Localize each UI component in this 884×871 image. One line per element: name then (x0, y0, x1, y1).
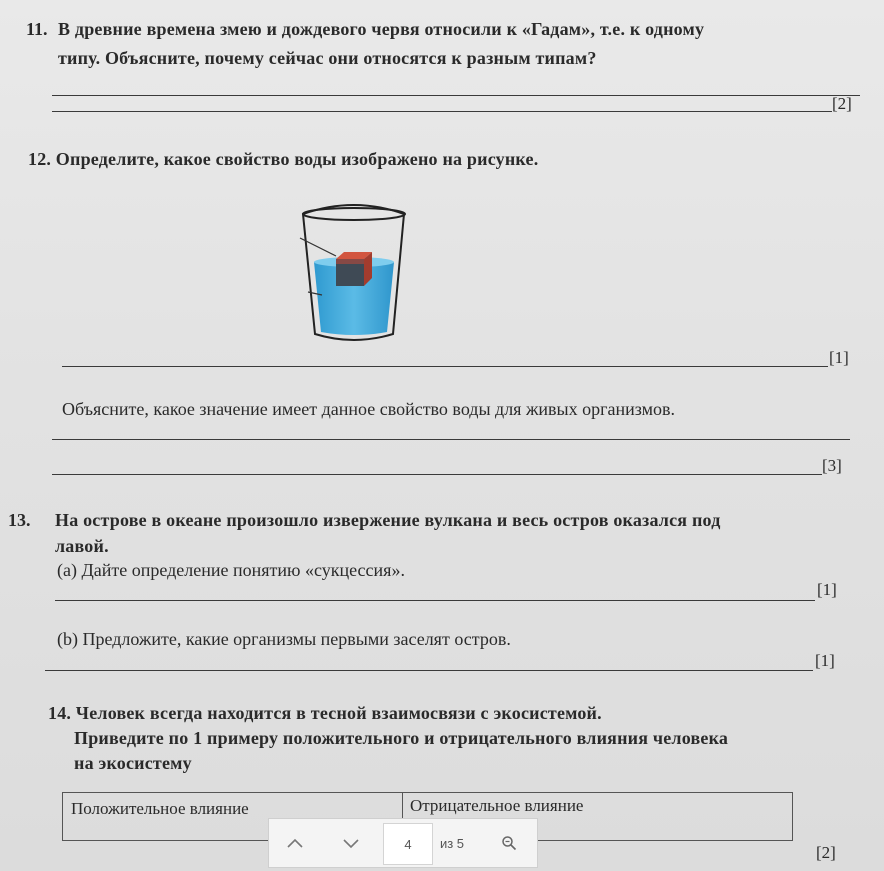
q14-text-line1: 14. Человек всегда находится в тесной взаимосвязи с экосистемой. (48, 703, 602, 723)
q11-marks: [2] (832, 94, 852, 113)
table-header-positive: Положительное влияние (71, 799, 249, 818)
page-number-input[interactable]: 4 (383, 823, 433, 865)
q12-answer-line-2[interactable] (52, 439, 850, 440)
q12-marks-2: [3] (822, 456, 842, 475)
chevron-down-icon[interactable] (337, 829, 365, 857)
q12-answer-line-1[interactable] (62, 366, 828, 367)
q13-marks-a: [1] (817, 580, 837, 599)
q12-text: 12. Определите, какое свойство воды изображено на рисунке. (28, 149, 539, 169)
q11-number: 11. (26, 19, 48, 39)
q14-text-line2: Приведите по 1 примеру положительного и отрицательного влияния человека (74, 728, 729, 748)
q12-marks-1: [1] (829, 348, 849, 367)
q11-answer-line-1[interactable] (52, 95, 860, 96)
chevron-up-icon[interactable] (281, 829, 309, 857)
q14-marks: [2] (816, 843, 836, 862)
q12-answer-line-3[interactable] (52, 474, 822, 475)
q13a-answer-line[interactable] (55, 600, 815, 601)
q12-explain-text: Объясните, какое значение имеет данное свойство воды для живых организмов. (62, 399, 676, 419)
q11-text-line1: В древние времена змею и дождевого червя относили к «Гадам», т.е. к одному (58, 19, 705, 39)
ice-cube (336, 252, 372, 286)
water-glass-figure (296, 196, 412, 342)
table-header-negative: Отрицательное влияние (410, 796, 584, 815)
q11-text-line2: типу. Объясните, почему сейчас они относятся к разным типам? (58, 48, 597, 68)
q13b-answer-line[interactable] (45, 670, 813, 671)
q13-marks-b: [1] (815, 651, 835, 670)
q13-text-line2: лавой. (55, 536, 109, 556)
q13-part-a: (a) Дайте определение понятию «сукцессия». (57, 560, 405, 580)
zoom-icon[interactable] (495, 829, 523, 857)
q13-number: 13. (8, 510, 31, 530)
q11-answer-line-2[interactable] (52, 111, 832, 112)
pdf-page-toolbar (268, 818, 538, 868)
q13-text-line1: На острове в океане произошло извержение вулкана и весь остров оказался под (55, 510, 721, 530)
q14-text-line3: на экосистему (74, 753, 192, 773)
q13-part-b: (b) Предложите, какие организмы первыми заселят остров. (57, 629, 511, 649)
page-count-label: из 5 (439, 835, 465, 851)
